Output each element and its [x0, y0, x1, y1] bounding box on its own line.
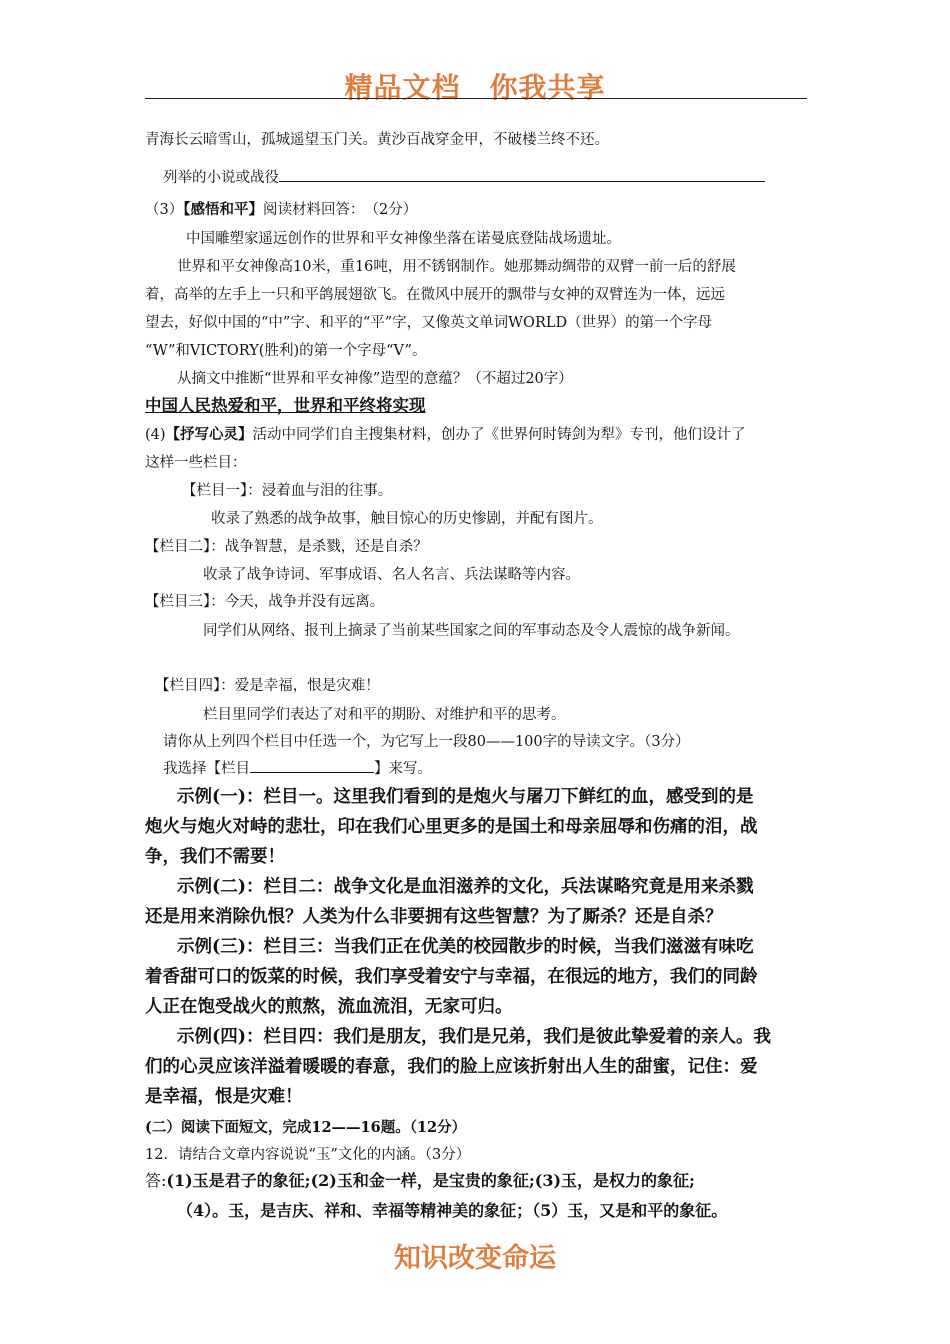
column-4-desc: 栏目里同学们表达了对和平的期盼、对维护和平的思考。	[203, 707, 566, 723]
column-2-title: 【栏目二】：战争智慧，是杀戮，还是自杀？	[145, 539, 428, 555]
footer-title: 知识改变命运	[394, 1243, 556, 1274]
example-line: 着香甜可口的饭菜的时候，我们享受着安宁与幸福，在很远的地方，我们的同龄	[145, 967, 758, 987]
example-line: 还是用来消除仇恨？人类为什么非要拥有这些智慧？为了厮杀？还是自杀？	[145, 907, 723, 927]
q3-heading	[145, 198, 417, 219]
q12-answer-line-2: （4）。玉，是吉庆、祥和、幸福等精神美的象征；（5）玉，又是和平的象征。	[177, 1201, 728, 1220]
example-line: 示例(二)：栏目二：战争文化是血泪滋养的文化，兵法谋略究竟是用来杀戮	[177, 877, 754, 897]
example-line: 们的心灵应该洋溢着暖暖的春意，我们的脸上应该折射出人生的甜蜜，记住：爱	[145, 1057, 758, 1077]
list-prompt	[163, 166, 765, 187]
list-label: 列举的小说或战役	[163, 170, 279, 186]
example-line: 示例(三)：栏目三：当我们正在优美的校园散步的时候，当我们滋滋有味吃	[177, 937, 754, 957]
q12-answer-line-1	[145, 1168, 695, 1191]
q12-answer-prefix: 答:	[145, 1171, 167, 1190]
q4-heading-line-2: 这样一些栏目：	[145, 455, 247, 471]
example-line: 示例(四)：栏目四：我们是朋友，我们是兄弟，我们是彼此挚爱着的亲人。我	[177, 1027, 772, 1047]
q4-number: (4)	[145, 427, 166, 443]
choose-suffix: 】来写。	[374, 761, 432, 777]
q12-question: 12．请结合文章内容说说“玉”文化的内涵。（3分）	[145, 1147, 471, 1163]
column-1-desc: 收录了熟悉的战争故事，触目惊心的历史惨剧，并配有图片。	[211, 511, 603, 527]
q4-heading	[145, 423, 746, 444]
q3-paragraph-2-line-4: “W”和VICTORY(胜利)的第一个字母“V”。	[145, 343, 427, 359]
q3-question: 从摘文中推断“世界和平女神像”造型的意蕴？（不超过20字）	[177, 371, 573, 387]
choose-prefix: 我选择【栏目	[163, 761, 250, 777]
example-line: 争，我们不需要！	[145, 847, 285, 867]
q4-instruction: 活动中同学们自主搜集材料，创办了《世界何时铸剑为犁》专刊，他们设计了	[252, 427, 746, 443]
q3-instruction: 阅读材料回答： （2分）	[262, 202, 418, 218]
q3-number: （3）	[145, 202, 184, 218]
column-1-title: 【栏目一】：浸着血与泪的往事。	[182, 483, 393, 499]
column-3-desc: 同学们从网络、报刊上摘录了当前某些国家之间的军事动态及令人震惊的战争新闻。	[203, 623, 740, 639]
answer-blank-column[interactable]	[250, 758, 374, 773]
header-title: 精品文档 你我共享	[344, 71, 606, 104]
q4-task-instruction: 请你从上列四个栏目中任选一个，为它写上一段80——100字的导读文字。（3分）	[163, 734, 690, 750]
header-divider	[145, 98, 807, 99]
column-4-title: 【栏目四】：爱是幸福，恨是灾难！	[155, 678, 380, 694]
q3-tag: 【感悟和平】	[183, 201, 263, 218]
column-3-title: 【栏目三】：今天，战争并没有远离。	[145, 594, 385, 610]
example-line: 炮火与炮火对峙的悲壮，印在我们心里更多的是国土和母亲屈辱和伤痛的泪，战	[145, 817, 758, 837]
poem-line: 青海长云暗雪山，孤城遥望玉门关。黄沙百战穿金甲，不破楼兰终不还。	[145, 132, 609, 148]
example-line: 示例(一)：栏目一。这里我们看到的是炮火与屠刀下鲜红的血，感受到的是	[177, 787, 754, 807]
q3-paragraph-2-line-3: 望去，好似中国的“中”字、和平的“平”字，又像英文单词WORLD（世界）的第一个字母	[145, 315, 713, 331]
q4-choose-line	[163, 757, 432, 778]
example-line: 人正在饱受战火的煎熬，流血流泪，无家可归。	[145, 997, 513, 1017]
answer-blank-list[interactable]	[279, 167, 765, 182]
section-2-heading: (二）阅读下面短文，完成12——16题。（12分）	[145, 1119, 467, 1136]
q3-paragraph-2-line-2: 着，高举的左手上一只和平鸽展翅欲飞。在微风中展开的飘带与女神的双臂连为一体，远远	[145, 287, 725, 303]
q12-answer-text: (1)玉是君子的象征;(2)玉和金一样，是宝贵的象征;(3)玉，是权力的象征;	[166, 1171, 695, 1190]
q3-paragraph-1: 中国雕塑家遥远创作的世界和平女神像坐落在诺曼底登陆战场遗址。	[186, 231, 621, 247]
q3-answer: 中国人民热爱和平，世界和平终将实现	[145, 396, 426, 415]
example-line: 是幸福，恨是灾难！	[145, 1087, 303, 1107]
q3-paragraph-2-line-1: 世界和平女神像高10米，重16吨，用不锈钢制作。她那舞动绸带的双臂一前一后的舒展	[177, 259, 736, 275]
column-2-desc: 收录了战争诗词、军事成语、名人名言、兵法谋略等内容。	[203, 567, 580, 583]
q4-tag: 【抒写心灵】	[165, 426, 253, 443]
